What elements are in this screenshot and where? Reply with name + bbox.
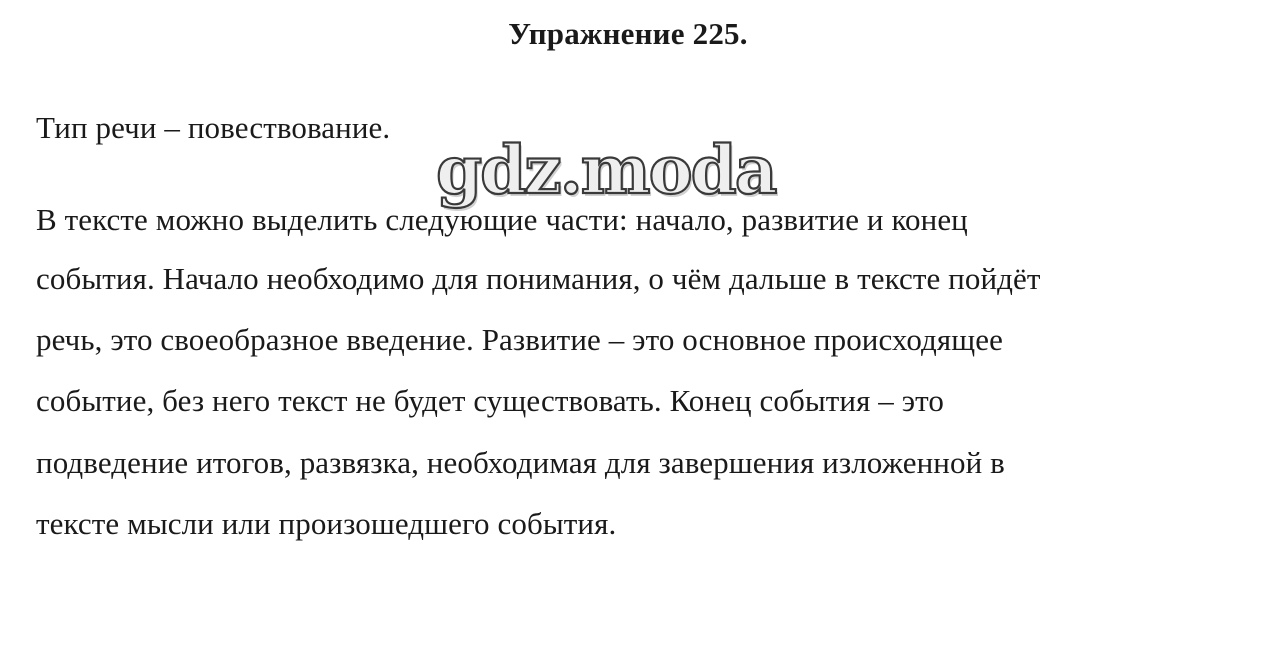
paragraph-line: речь, это своеобразное введение. Развитие – это основное происходящее <box>36 322 1003 357</box>
paragraph-line: В тексте можно выделить следующие части: начало, развитие и конец <box>36 202 968 237</box>
exercise-title: Упражнение 225. <box>508 16 748 51</box>
paragraph-line: событие, без него текст не будет существовать. Конец события – это <box>36 383 944 418</box>
paragraph-line: подведение итогов, развязка, необходимая для завершения изложенной в <box>36 445 1005 480</box>
paragraph-line: тексте мысли или произошедшего события. <box>36 506 617 541</box>
paragraph-line: события. Начало необходимо для понимания, о чём дальше в тексте пойдёт <box>36 261 1041 296</box>
speech-type-line: Тип речи – повествование. <box>36 110 391 145</box>
watermark-logo: gdz.moda <box>436 131 776 209</box>
